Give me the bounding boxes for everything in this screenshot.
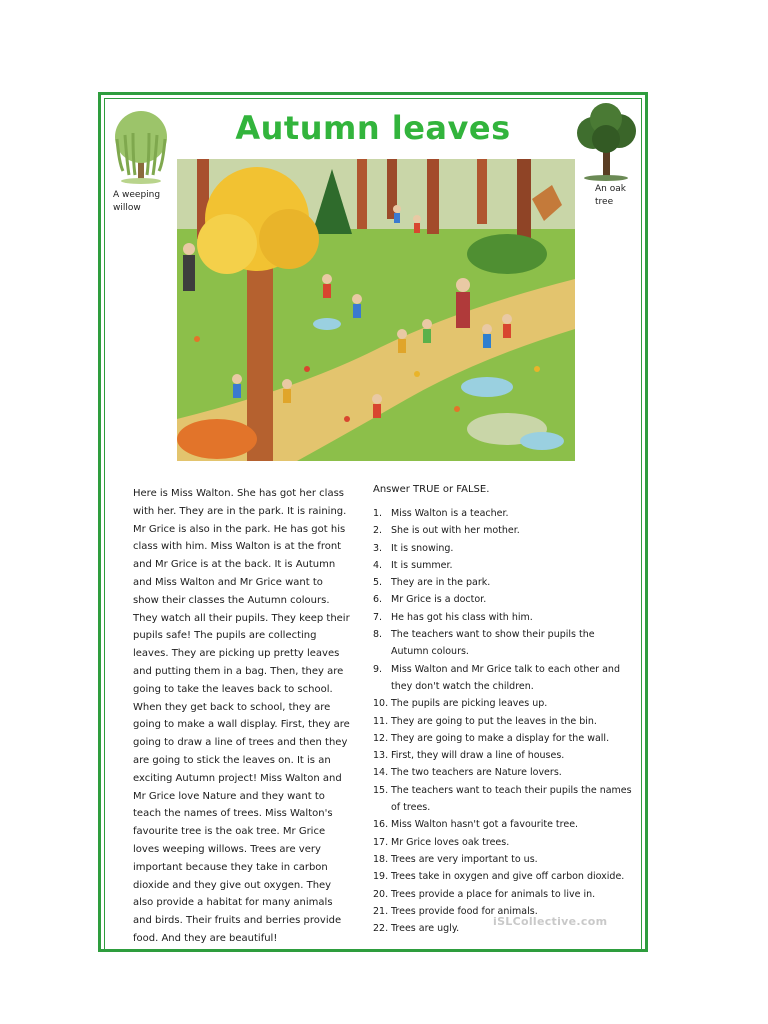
list-item: 10. The pupils are picking leaves up. (373, 698, 548, 710)
caption-oak-tree: An oak tree (595, 184, 626, 207)
watermark: iSLCollective.com (493, 915, 608, 928)
list-item: 11. They are going to put the leaves in the bin. (373, 715, 597, 727)
list-item: 8. The teachers want to show their pupils the Autumn colours. (373, 629, 595, 658)
list-item: 14. The two teachers are Nature lovers. (373, 767, 562, 779)
true-false-list (373, 505, 635, 937)
list-item: 5. They are in the park. (373, 577, 491, 589)
list-item: 3. It is snowing. (373, 542, 454, 554)
park-scene-illustration (177, 159, 575, 461)
reading-passage: Here is Miss Walton. She has got her class with her. They are in the park. It is raining. Mr Grice is also in the park. He has got his class with him. Miss Walton is at the front and Mr Grice is at the back. It is Autumn and Miss Walton and Mr Grice want to show their classes the Autumn colours. They watch all their pupils. They keep their pupils safe! The pupils are collecting leaves. They are picking up pretty leaves and putting them in a bag. Then, they are going to take the leaves back to school. When they get back to school, they are going to make a wall display. First, they are going to draw a line of trees and then they are going to stick the leaves on. It is an exciting Autumn project! Miss Walton and Mr Grice love Nature and they want to teach the names of trees. Miss Walton's favourite tree is the oak tree. Mr Grice loves weeping willows. Trees are very important because they take in carbon dioxide and they give out oxygen. They also provide a habitat for many animals and birds. Their fruits and berries provide food. And they are beautiful! (133, 488, 350, 944)
list-item: 17. Mr Grice loves oak trees. (373, 836, 510, 848)
list-item: 1. Miss Walton is a teacher. (373, 508, 509, 519)
list-item: 6. Mr Grice is a doctor. (373, 594, 487, 606)
list-item: 15. The teachers want to teach their pupils the names of trees. (373, 784, 632, 814)
exercise-instructions: Answer TRUE or FALSE. (373, 484, 490, 495)
caption-weeping-willow: A weeping willow (113, 190, 161, 213)
list-item: 4. It is summer. (373, 559, 453, 571)
worksheet-frame (98, 92, 648, 952)
oak-tree-illustration (571, 101, 641, 181)
list-item: 21. Trees provide food for animals. (373, 905, 538, 917)
exercise-section (373, 483, 635, 937)
list-item: 9. Miss Walton and Mr Grice talk to each other and they don't watch the children. (373, 663, 620, 692)
list-item: 16. Miss Walton hasn't got a favourite tree. (373, 819, 579, 831)
list-item: 22. Trees are ugly. (373, 923, 460, 935)
list-item: 2. She is out with her mother. (373, 525, 520, 537)
page-title: Autumn leaves (235, 109, 511, 147)
list-item: 13. First, they will draw a line of houses. (373, 750, 565, 762)
list-item: 20. Trees provide a place for animals to live in. (373, 888, 596, 900)
list-item: 12. They are going to make a display for the wall. (373, 732, 610, 744)
list-item: 7. He has got his class with him. (373, 611, 533, 623)
list-item: 19. Trees take in oxygen and give off carbon dioxide. (373, 871, 625, 883)
list-item: 18. Trees are very important to us. (373, 853, 538, 865)
